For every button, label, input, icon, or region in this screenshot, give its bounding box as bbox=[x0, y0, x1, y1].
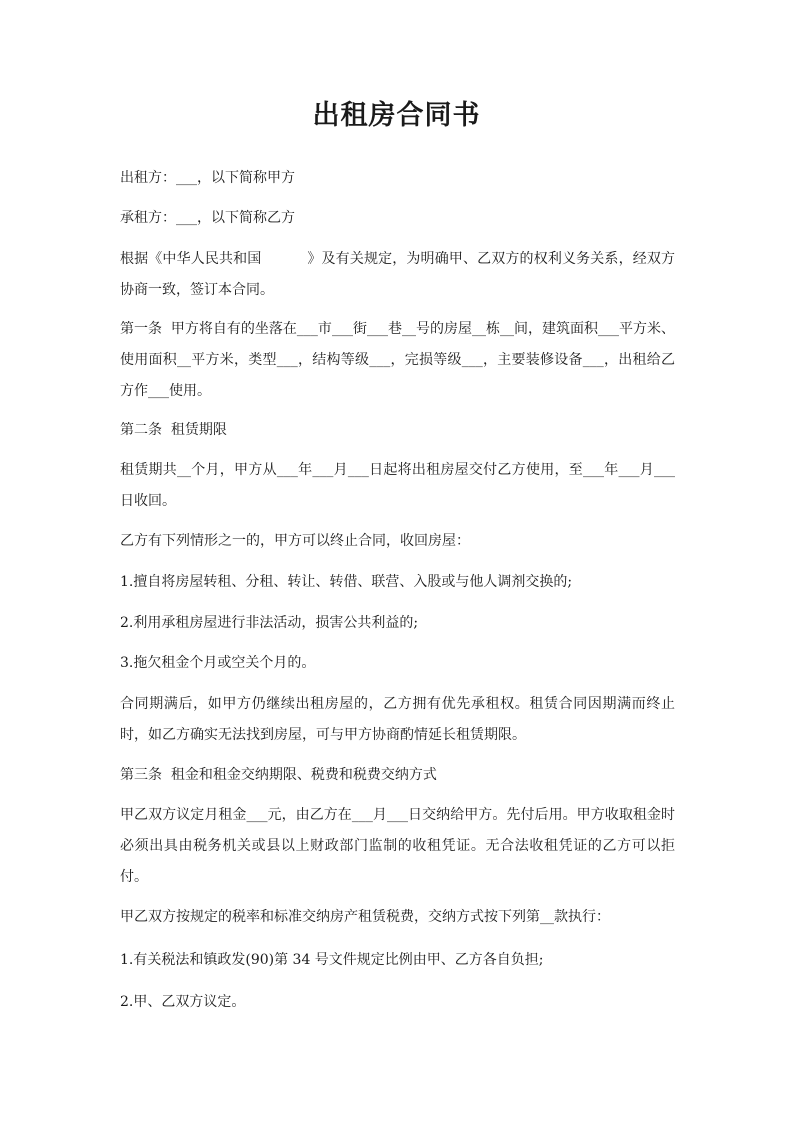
paragraph-lessee: 承租方：___，以下简称乙方 bbox=[120, 210, 295, 226]
paragraph-tax: 甲乙双方按规定的税率和标准交纳房产租赁税费，交纳方式按下列第__款执行： bbox=[120, 909, 610, 925]
page-title: 出租房合同书 bbox=[312, 100, 481, 131]
paragraph-article-2-heading: 第二条 租赁期限 bbox=[120, 422, 227, 438]
paragraph-article-3-heading: 第三条 租金和租金交纳期限、税费和税费交纳方式 bbox=[120, 767, 437, 783]
paragraph-article-1: 第一条 甲方将自有的坐落在___市___街___巷__号的房屋__栋__间，建筑面积___平方米、使用面积__平方米，类型___，结构等级___，完损等级___，主要装修设备___，出租给乙方作___使用。 bbox=[120, 321, 675, 399]
paragraph-lease-term: 租赁期共__个月，甲方从___年___月___日起将出租房屋交付乙方使用，至___年___月___日收回。 bbox=[120, 462, 675, 509]
paragraph-preamble: 根据《中华人民共和国 》及有关规定，为明确甲、乙双方的权利义务关系，经双方协商一致，签订本合同。 bbox=[120, 251, 675, 298]
list-item-tax-1: 1.有关税法和镇政发(90)第 34 号文件规定比例由甲、乙方各自负担; bbox=[120, 952, 544, 968]
paragraph-rent: 甲乙双方议定月租金___元，由乙方在___月___日交纳给甲方。先付后用。甲方收取租金时必须出具由税务机关或县以上财政部门监制的收租凭证。无合法收租凭证的乙方可以拒付。 bbox=[120, 807, 675, 885]
list-item-termination-3: 3.拖欠租金个月或空关个月的。 bbox=[120, 655, 316, 671]
paragraph-renewal: 合同期满后，如甲方仍继续出租房屋的，乙方拥有优先承租权。租赁合同因期满而终止时，如乙方确实无法找到房屋，可与甲方协商酌情延长租赁期限。 bbox=[120, 696, 675, 743]
list-item-tax-2: 2.甲、乙双方议定。 bbox=[120, 994, 246, 1010]
paragraph-termination-conditions: 乙方有下列情形之一的，甲方可以终止合同，收回房屋： bbox=[120, 533, 470, 549]
list-item-termination-2: 2.利用承租房屋进行非法活动，损害公共利益的; bbox=[120, 615, 419, 631]
paragraph-lessor: 出租方：___，以下简称甲方 bbox=[120, 170, 295, 186]
list-item-termination-1: 1.擅自将房屋转租、分租、转让、转借、联营、入股或与他人调剂交换的; bbox=[120, 574, 573, 590]
